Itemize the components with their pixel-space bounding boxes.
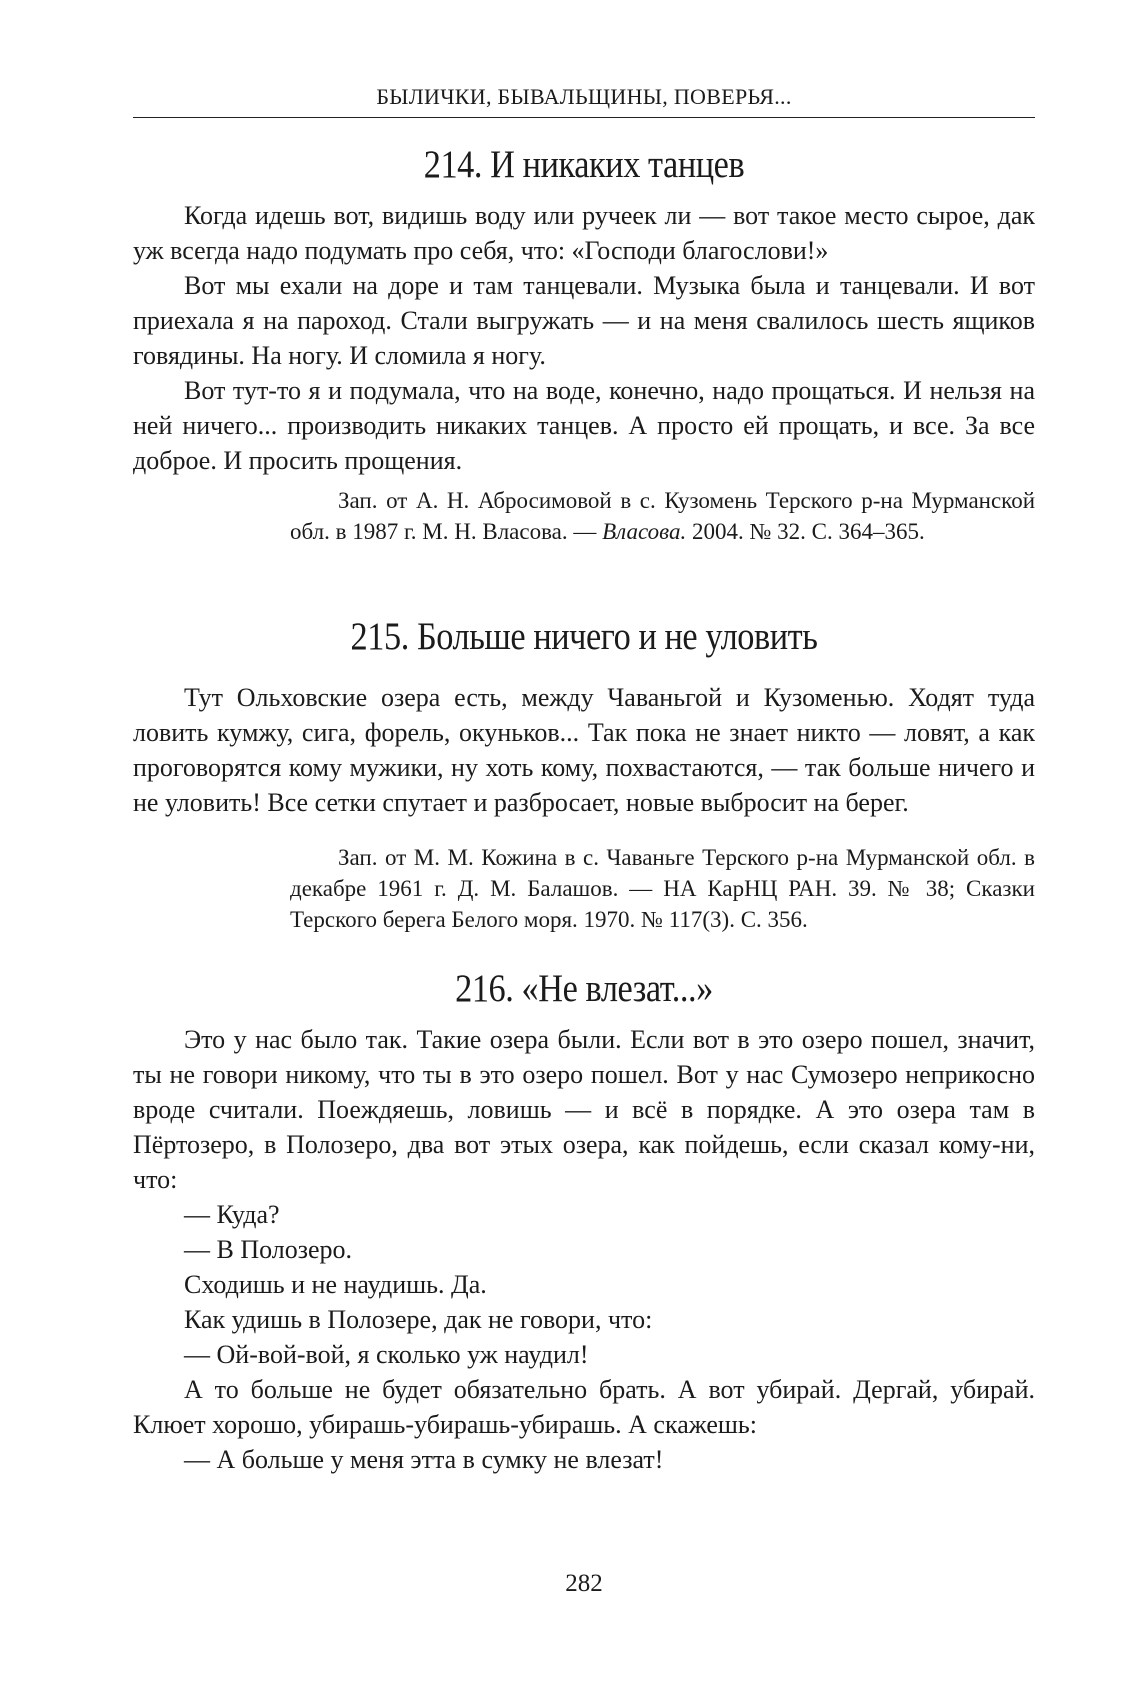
paragraph: Сходишь и не наудишь. Да. [184,1270,487,1299]
paragraph: Вот мы ехали на доре и там танцевали. Музыка была и танцевали. И вот приехала я на пароход. Стали выгружать — и на меня свалилось шесть ящиков говядины. На ногу. И сломила я ногу. [133,271,1035,370]
running-header: БЫЛИЧКИ, БЫВАЛЬЩИНЫ, ПОВЕРЬЯ... [376,84,792,109]
citation-text: Зап. от А. Н. Абросимовой в с. Кузомень Терского р-на Мурманской обл. в 1987 г. М. Н. Власова. — [290,488,1035,544]
dialogue-line: — А больше у меня этта в сумку не влезат! [184,1445,664,1474]
story-body-215 [133,680,1035,820]
paragraph: Тут Ольховские озера есть, между Чаваньгой и Кузоменью. Ходят туда ловить кумжу, сига, форель, окуньков... Так пока не знает никто — ловят, а как проговорятся кому мужики, ну хоть кому, похвастаются, — так больше ничего и не уловить! Все сетки спутает и разбросает, новые выбросит на берег. [133,683,1035,817]
paragraph: Это у нас было так. Такие озера были. Если вот в это озеро пошел, значит, ты не говори никому, что ты в это озеро пошел. Вот у нас Сумозеро неприкосно вроде считали. Поеждяешь, ловишь — и всё в порядке. А это озера там в Пёртозеро, в Полозеро, два вот этых озера, как пойдешь, если сказал кому-ни, что: [133,1025,1035,1194]
citation-author-italic: Власова. [602,519,687,544]
story-title-215: 215. Больше ничего и не уловить [350,615,818,658]
citation-text: Зап. от М. М. Кожина в с. Чаваньге Терского р-на Мурманской обл. в декабре 1961 г. Д. М. Балашов. — НА КарНЦ РАН. 39. № 38; Сказки Терского берега Белого моря. 1970. № 117(3). С. 356. [290,845,1035,932]
paragraph: А то больше не будет обязательно брать. А вот убирай. Дергай, убирай. Клюет хорошо, убирашь-убирашь-убирашь. А скажешь: [133,1375,1035,1439]
citation-215 [290,842,1035,935]
citation-214 [290,485,1035,547]
page-number: 282 [565,1570,603,1597]
citation-text: 2004. № 32. С. 364–365. [686,519,925,544]
header-rule [133,117,1035,118]
paragraph: Вот тут-то я и подумала, что на воде, конечно, надо прощаться. И нельзя на ней ничего... производить никаких танцев. А просто ей прощать, и все. За все доброе. И просить прощения. [133,376,1035,475]
dialogue-line: — В Полозеро. [184,1235,353,1264]
dialogue-line: — Ой-вой-вой, я сколько уж наудил! [184,1340,589,1369]
story-title-216: 216. «Не влезат...» [455,967,713,1010]
paragraph: Как удишь в Полозере, дак не говори, что: [184,1305,653,1334]
paragraph: Когда идешь вот, видишь воду или ручеек ли — вот такое место сырое, дак уж всегда надо подумать про себя, что: «Господи благослови!» [133,201,1035,265]
story-title-214: 214. И никаких танцев [423,143,745,186]
story-body-216 [133,1022,1035,1477]
story-body-214 [133,198,1035,478]
dialogue-line: — Куда? [184,1200,280,1229]
